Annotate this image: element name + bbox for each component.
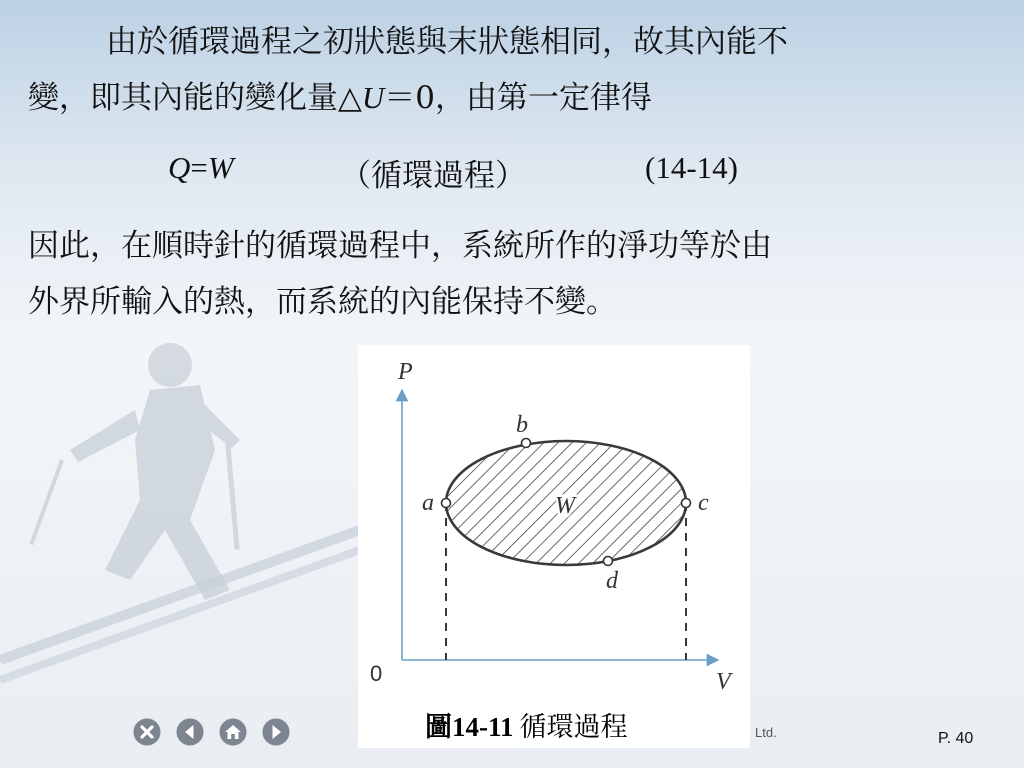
home-icon[interactable]	[217, 716, 249, 748]
point-b-label: b	[516, 412, 528, 438]
point-c	[682, 499, 691, 508]
intro-line-2-start: 變，即其內能的變化量△	[28, 80, 362, 116]
point-a-label: a	[422, 490, 434, 516]
figure-caption-text: 循環過程	[519, 712, 628, 743]
point-d	[604, 557, 613, 566]
point-a	[442, 499, 451, 508]
conclusion-line-2: 外界所輸入的熱，而系統的內能保持不變。	[28, 284, 617, 320]
intro-paragraph	[28, 14, 998, 126]
conclusion-line-1: 因此，在順時針的循環過程中，系統所作的淨功等於由	[28, 228, 772, 264]
next-icon[interactable]	[260, 716, 292, 748]
publisher-text: Ltd.	[755, 725, 777, 740]
page-number: P. 40	[938, 730, 974, 747]
equation-number: (14-14)	[645, 150, 738, 185]
equation-equals: =	[190, 150, 208, 185]
origin-label: 0	[370, 661, 383, 686]
previous-icon[interactable]	[174, 716, 206, 748]
conclusion-paragraph	[28, 218, 998, 330]
figure-caption	[425, 705, 628, 744]
v-axis-label: V	[716, 669, 731, 695]
figure-caption-number: 圖14-11	[425, 712, 514, 742]
equation-rhs: W	[207, 150, 234, 185]
equation-note: （循環過程）	[340, 158, 526, 194]
point-c-label: c	[698, 490, 709, 516]
skier-background-image	[0, 330, 360, 690]
equation-formula	[168, 150, 234, 186]
pv-cycle-diagram	[358, 345, 750, 705]
point-b	[522, 439, 531, 448]
equation-lhs: Q	[168, 150, 191, 185]
intro-line-2-end: ＝0，由第一定律得	[384, 80, 652, 116]
close-icon[interactable]	[131, 716, 163, 748]
internal-energy-symbol: U	[361, 80, 385, 115]
work-label: W	[555, 493, 575, 519]
point-d-label: d	[606, 568, 618, 594]
intro-line-1: 由於循環過程之初狀態與末狀態相同，故其內能不	[106, 24, 788, 60]
p-axis-label: P	[398, 359, 413, 385]
